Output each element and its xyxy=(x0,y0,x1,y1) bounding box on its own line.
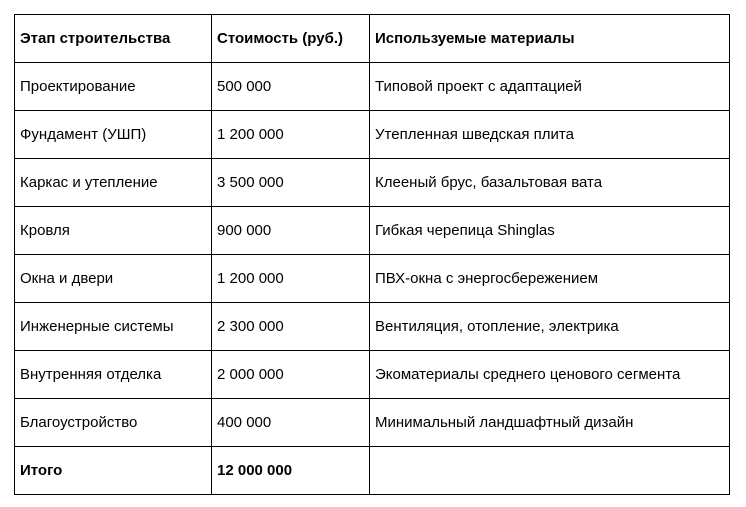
cell-stage: Фундамент (УШП) xyxy=(15,111,212,159)
cell-stage: Проектирование xyxy=(15,63,212,111)
cell-stage: Благоустройство xyxy=(15,399,212,447)
total-cost: 12 000 000 xyxy=(212,447,370,495)
total-materials xyxy=(370,447,730,495)
table-row xyxy=(15,303,730,351)
table-row xyxy=(15,111,730,159)
table-total-row xyxy=(15,447,730,495)
construction-cost-table xyxy=(14,14,730,495)
header-cost: Стоимость (руб.) xyxy=(212,15,370,63)
cell-materials: Утепленная шведская плита xyxy=(370,111,730,159)
cell-stage: Окна и двери xyxy=(15,255,212,303)
table-header-row xyxy=(15,15,730,63)
cell-materials: Экоматериалы среднего ценового сегмента xyxy=(370,351,730,399)
cell-stage: Инженерные системы xyxy=(15,303,212,351)
cell-cost: 3 500 000 xyxy=(212,159,370,207)
header-stage: Этап строительства xyxy=(15,15,212,63)
cell-cost: 2 000 000 xyxy=(212,351,370,399)
cell-cost: 2 300 000 xyxy=(212,303,370,351)
cell-cost: 1 200 000 xyxy=(212,255,370,303)
cell-cost: 900 000 xyxy=(212,207,370,255)
table-row xyxy=(15,399,730,447)
cell-materials: Гибкая черепица Shinglas xyxy=(370,207,730,255)
cell-stage: Кровля xyxy=(15,207,212,255)
cell-stage: Каркас и утепление xyxy=(15,159,212,207)
table-row xyxy=(15,351,730,399)
cell-materials: ПВХ-окна с энергосбережением xyxy=(370,255,730,303)
cell-materials: Типовой проект с адаптацией xyxy=(370,63,730,111)
table-row xyxy=(15,255,730,303)
table-row xyxy=(15,207,730,255)
cell-materials: Клееный брус, базальтовая вата xyxy=(370,159,730,207)
header-materials: Используемые материалы xyxy=(370,15,730,63)
cell-materials: Вентиляция, отопление, электрика xyxy=(370,303,730,351)
cell-cost: 400 000 xyxy=(212,399,370,447)
table-row xyxy=(15,159,730,207)
total-label: Итого xyxy=(15,447,212,495)
cell-materials: Минимальный ландшафтный дизайн xyxy=(370,399,730,447)
table-row xyxy=(15,63,730,111)
cell-cost: 1 200 000 xyxy=(212,111,370,159)
cell-stage: Внутренняя отделка xyxy=(15,351,212,399)
cell-cost: 500 000 xyxy=(212,63,370,111)
cost-table-container xyxy=(14,14,730,495)
